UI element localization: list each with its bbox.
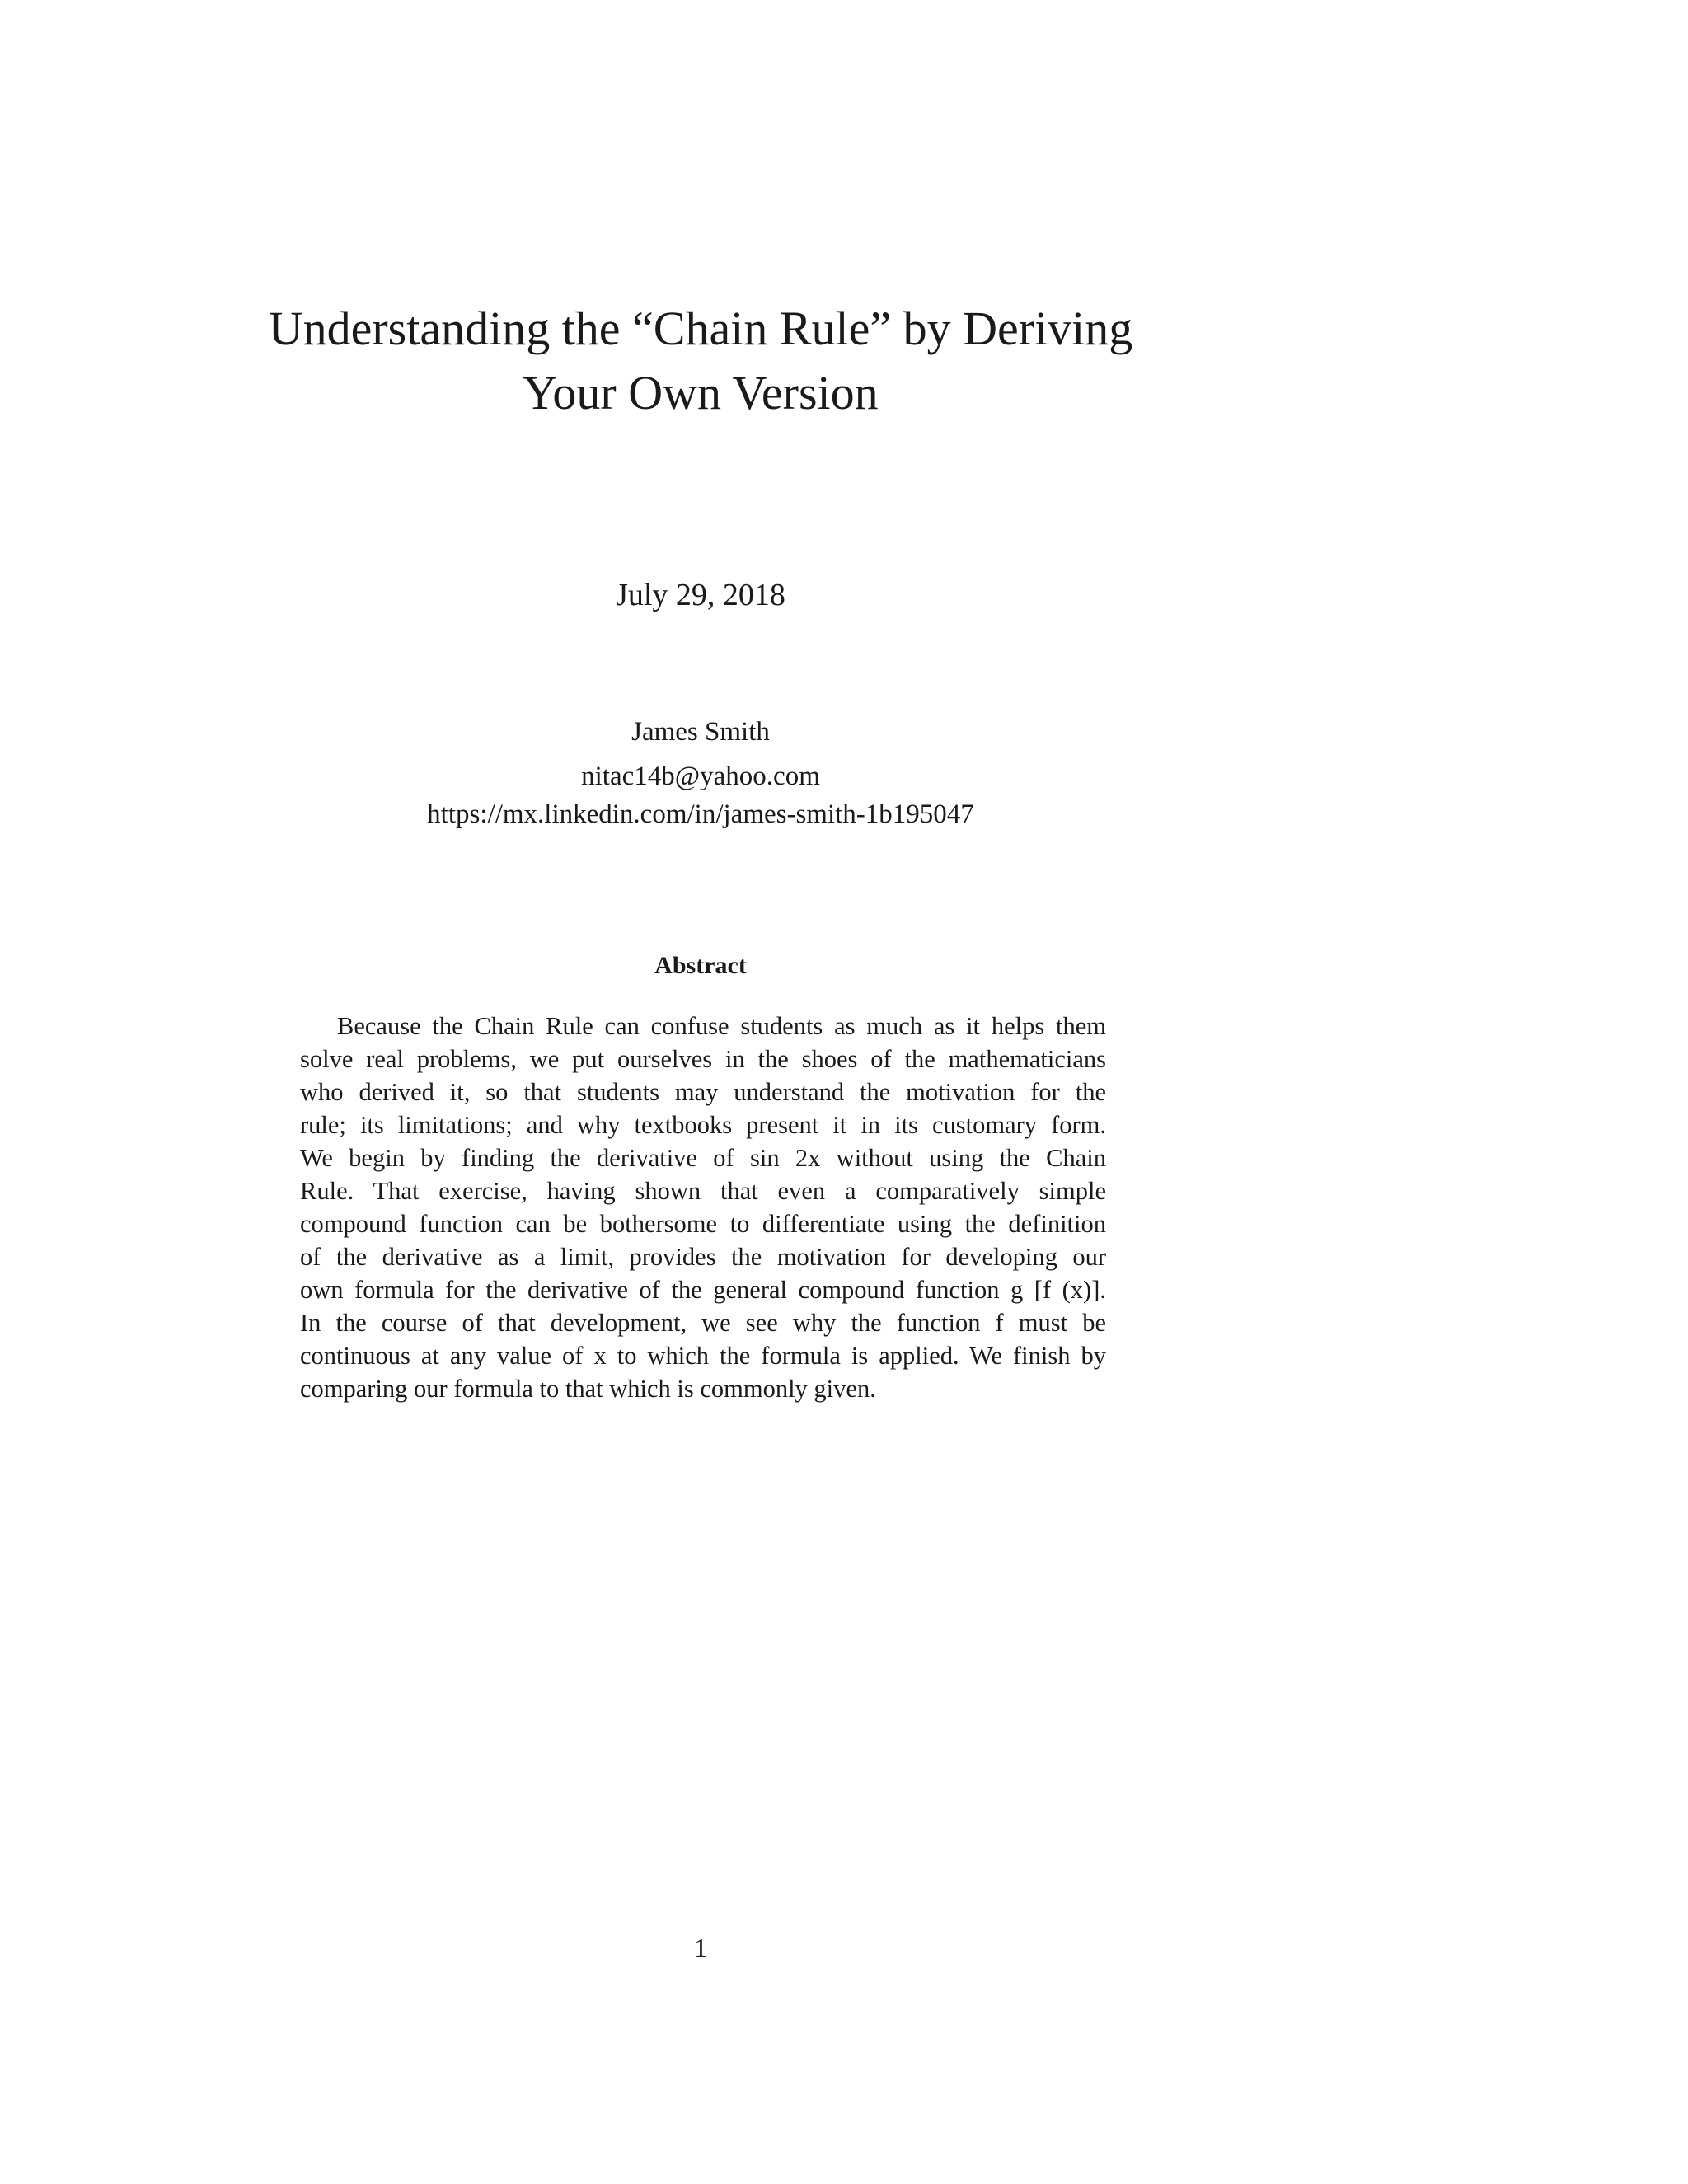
abstract-line: continuous at any value of x to which the formula is applied. We finish by (300, 1342, 1106, 1370)
abstract-line: Because the Chain Rule can confuse students as much as it helps them (337, 1012, 1106, 1040)
title-line-1: Understanding the “Chain Rule” by Deriving (268, 302, 1133, 355)
abstract-heading: Abstract (654, 952, 747, 979)
abstract-line: who derived it, so that students may understand the motivation for the (300, 1078, 1106, 1106)
abstract-line: In the course of that development, we see why the function f must be (300, 1309, 1106, 1337)
abstract-body (300, 1010, 1106, 1405)
abstract-line: comparing our formula to that which is commonly given. (300, 1375, 876, 1403)
author-block (247, 713, 1154, 833)
author-name: James Smith (631, 717, 770, 747)
title-line-2: Your Own Version (523, 366, 879, 419)
abstract-line: of the derivative as a limit, provides the motivation for developing our (300, 1243, 1106, 1271)
author-email: nitac14b@yahoo.com (581, 762, 820, 791)
paper-title (247, 297, 1154, 425)
abstract-line: We begin by finding the derivative of sin 2x without using the Chain (300, 1144, 1106, 1172)
abstract-line: compound function can be bothersome to differentiate using the definition (300, 1210, 1106, 1238)
abstract-line: own formula for the derivative of the general compound function g [f (x)]. (300, 1276, 1106, 1304)
paper-date: July 29, 2018 (616, 578, 785, 612)
page-number: 1 (694, 1933, 707, 1962)
abstract-line: Rule. That exercise, having shown that even a comparatively simple (300, 1177, 1106, 1205)
abstract-line: rule; its limitations; and why textbooks present it in its customary form. (300, 1111, 1106, 1139)
author-url: https://mx.linkedin.com/in/james-smith-1b195047 (427, 799, 974, 829)
abstract-line: solve real problems, we put ourselves in the shoes of the mathematicians (300, 1045, 1106, 1073)
